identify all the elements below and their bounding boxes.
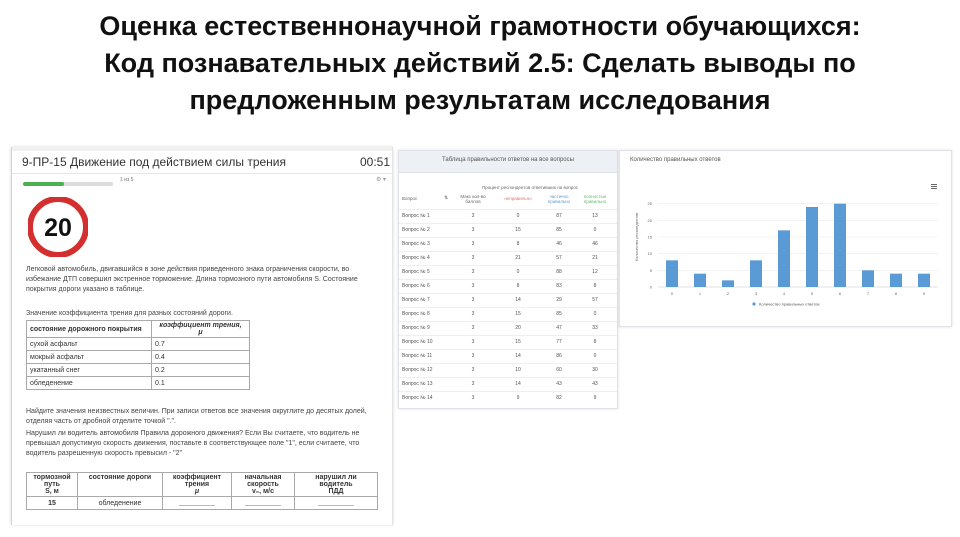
cell-max: 3 bbox=[471, 283, 475, 289]
cell-max: 3 bbox=[471, 227, 475, 233]
cell-max: 3 bbox=[471, 311, 475, 317]
answer-header-coef bbox=[163, 473, 232, 497]
table-row bbox=[399, 237, 617, 252]
bar bbox=[666, 260, 678, 287]
cell-partial: 60 bbox=[556, 367, 562, 373]
table-row bbox=[27, 364, 250, 377]
cell-max: 3 bbox=[471, 381, 475, 387]
friction-header-state: состояние дорожного покрытия bbox=[27, 321, 152, 338]
sort-icon[interactable]: ⇅ bbox=[444, 195, 449, 201]
task-title: 9-ПР-15 Движение под действием силы трения bbox=[22, 155, 287, 169]
y-tick-label: 25 bbox=[647, 201, 652, 207]
cell-max: 3 bbox=[471, 325, 475, 331]
cell-max: 3 bbox=[471, 339, 475, 345]
cell-correct: 8 bbox=[593, 339, 597, 345]
bar bbox=[694, 274, 706, 287]
table-row bbox=[27, 377, 250, 390]
settings-chevron-icon[interactable]: ⚙ ▾ bbox=[375, 177, 386, 183]
answer-header-violation-2: ПДД bbox=[328, 488, 344, 495]
cell-q: Вопрос № 1 bbox=[402, 213, 430, 219]
cell-max: 3 bbox=[471, 353, 475, 359]
y-tick-label: 10 bbox=[647, 251, 652, 257]
x-tick-label: 2 bbox=[726, 291, 730, 296]
answer-header-coef-2: трения bbox=[184, 481, 210, 488]
friction-value: 0.7 bbox=[152, 338, 250, 351]
y-tick-label: 5 bbox=[649, 267, 652, 273]
friction-header-coef bbox=[152, 321, 250, 338]
cell-correct: 57 bbox=[592, 297, 598, 303]
cell-max: 3 bbox=[471, 241, 475, 247]
cell-max: 3 bbox=[471, 269, 475, 275]
answer-header-violation-1: нарушил ли водитель bbox=[315, 474, 357, 488]
cell-wrong: 0 bbox=[516, 213, 520, 219]
bar bbox=[750, 260, 762, 287]
task-paragraph: Легковой автомобиль, двигавшийся в зоне действия приведенного знака ограничения скорости, во избежание ДТП совершил экстренное торможение. Длина тормозного пути автомобиля S. Состояние покрытия дороги указано в таблице. bbox=[26, 266, 358, 293]
friction-value: 0.1 bbox=[152, 377, 250, 390]
answer-header-path-1: тормозной bbox=[33, 474, 71, 481]
bar bbox=[722, 280, 734, 287]
friction-state: обледенение bbox=[27, 377, 152, 390]
y-tick-label: 20 bbox=[647, 217, 652, 223]
cell-max: 3 bbox=[471, 255, 475, 261]
answer-table bbox=[26, 472, 378, 510]
cell-wrong: 14 bbox=[515, 381, 521, 387]
cell-wrong: 15 bbox=[515, 227, 521, 233]
task-instructions: Найдите значения неизвестных величин. При записи ответов все значения округлите до десятых долей, отделяя часть от дробной отделите точкой ".". bbox=[26, 408, 367, 425]
cell-partial: 88 bbox=[556, 269, 562, 275]
cell-q: Вопрос № 14 bbox=[402, 395, 433, 401]
cell-q: Вопрос № 6 bbox=[402, 283, 430, 289]
task-progress-bar bbox=[23, 182, 113, 186]
bar bbox=[834, 204, 846, 287]
table-row bbox=[399, 223, 617, 238]
task-timer: 00:51 bbox=[359, 155, 390, 169]
cell-partial: 82 bbox=[556, 395, 562, 401]
cell-q: Вопрос № 7 bbox=[402, 297, 430, 303]
cell-partial: 86 bbox=[556, 353, 562, 359]
cell-correct: 46 bbox=[592, 241, 598, 247]
chart-title: Количество правильных ответов bbox=[630, 157, 721, 163]
cell-wrong: 8 bbox=[516, 283, 520, 289]
answer-header-path-2: путь bbox=[44, 481, 60, 488]
table-row bbox=[399, 335, 617, 350]
table-row bbox=[399, 265, 617, 280]
cell-wrong: 14 bbox=[515, 353, 521, 359]
friction-state: укатанный снег bbox=[27, 364, 152, 377]
violation-answer-input[interactable] bbox=[318, 499, 354, 506]
answer-header-road: состояние дороги bbox=[78, 473, 163, 497]
chart-panel bbox=[619, 150, 952, 327]
task-progress-row bbox=[12, 174, 392, 190]
cell-wrong: 8 bbox=[516, 241, 520, 247]
friction-state: мокрый асфальт bbox=[27, 351, 152, 364]
bar bbox=[918, 274, 930, 287]
results-table-title: Таблица правильности ответов на все вопросы bbox=[442, 157, 574, 163]
cell-partial: 47 bbox=[556, 325, 562, 331]
col-header-max: Макс кол-во баллов bbox=[460, 194, 486, 204]
x-tick-label: 0 bbox=[670, 291, 674, 296]
y-tick-label: 15 bbox=[647, 234, 652, 240]
x-tick-label: 3 bbox=[754, 291, 758, 296]
answer-header-speed bbox=[232, 473, 295, 497]
answer-speed-cell bbox=[232, 497, 295, 510]
task-progress-fill bbox=[23, 182, 64, 186]
table-row bbox=[399, 279, 617, 294]
table-row bbox=[399, 391, 617, 406]
cell-wrong: 20 bbox=[515, 325, 521, 331]
table-row bbox=[399, 349, 617, 364]
legend-label: Количество правильных ответов bbox=[759, 301, 820, 307]
speed-limit-sign-icon bbox=[28, 197, 88, 257]
cell-correct: 12 bbox=[592, 269, 598, 275]
answer-violation-cell bbox=[295, 497, 378, 510]
bar bbox=[778, 230, 790, 287]
cell-max: 3 bbox=[471, 213, 475, 219]
cell-wrong: 15 bbox=[515, 339, 521, 345]
table-row bbox=[399, 321, 617, 336]
friction-table bbox=[26, 320, 250, 390]
col-header-partial: частично правильно bbox=[547, 194, 571, 204]
cell-q: Вопрос № 5 bbox=[402, 269, 430, 275]
cell-wrong: 9 bbox=[516, 395, 520, 401]
cell-partial: 85 bbox=[556, 227, 562, 233]
x-tick-label: 9 bbox=[922, 291, 926, 296]
legend-marker bbox=[752, 302, 755, 305]
table-row bbox=[399, 377, 617, 392]
cell-correct: 0 bbox=[593, 227, 597, 233]
cell-q: Вопрос № 2 bbox=[402, 227, 430, 233]
cell-partial: 46 bbox=[556, 241, 562, 247]
task-progress-label: 1 из 5 bbox=[120, 177, 134, 183]
speed-limit-value: 20 bbox=[44, 214, 72, 242]
answer-header-speed-3: v₀, м/с bbox=[252, 488, 274, 495]
table-row bbox=[27, 351, 250, 364]
answer-path-value: 15 bbox=[27, 497, 78, 510]
cell-q: Вопрос № 13 bbox=[402, 381, 433, 387]
cell-correct: 43 bbox=[592, 381, 598, 387]
table-row bbox=[399, 307, 617, 322]
cell-q: Вопрос № 10 bbox=[402, 339, 433, 345]
cell-q: Вопрос № 11 bbox=[402, 353, 433, 359]
slide-title-line-3: предложенным результатам исследования bbox=[189, 85, 771, 115]
cell-wrong: 10 bbox=[515, 367, 521, 373]
hamburger-menu-icon[interactable] bbox=[931, 184, 937, 189]
col-header-question: Вопрос bbox=[402, 196, 418, 201]
cell-correct: 0 bbox=[593, 311, 597, 317]
task-question: Нарушил ли водитель автомобиля Правила дорожного движения? Если Вы считаете, что водитель не превышал допустимую скорость движения, поставьте в соответствующее поле "1", если считаете, что водитель разрешенную скорость превысил - "2" bbox=[26, 430, 360, 457]
col-header-correct: полностью правильно bbox=[583, 194, 607, 204]
table-row bbox=[399, 209, 617, 224]
cell-correct: 9 bbox=[593, 395, 597, 401]
x-tick-label: 6 bbox=[838, 291, 842, 296]
x-tick-label: 4 bbox=[782, 291, 786, 296]
friction-caption: Значение коэффициента трения для разных состояний дороги. bbox=[26, 310, 233, 317]
friction-value: 0.4 bbox=[152, 351, 250, 364]
cell-q: Вопрос № 4 bbox=[402, 255, 430, 261]
bar bbox=[890, 274, 902, 287]
cell-partial: 87 bbox=[556, 213, 562, 219]
cell-partial: 57 bbox=[556, 255, 562, 261]
bar bbox=[806, 207, 818, 287]
bar-chart bbox=[620, 151, 951, 326]
answer-header-speed-2: скорость bbox=[247, 481, 279, 488]
cell-partial: 83 bbox=[556, 283, 562, 289]
table-row bbox=[399, 293, 617, 308]
y-axis-label: Количество респондентов bbox=[634, 212, 639, 262]
x-tick-label: 7 bbox=[866, 291, 870, 296]
results-table-panel bbox=[398, 150, 618, 409]
cell-partial: 85 bbox=[556, 311, 562, 317]
cell-correct: 8 bbox=[593, 283, 597, 289]
cell-wrong: 15 bbox=[515, 311, 521, 317]
slide-title bbox=[0, 8, 960, 119]
cell-correct: 30 bbox=[592, 367, 598, 373]
table-row bbox=[399, 251, 617, 266]
answer-header-coef-3: μ bbox=[194, 488, 200, 495]
table-row bbox=[27, 338, 250, 351]
x-tick-label: 8 bbox=[894, 291, 898, 296]
slide-title-line-2: Код познавательных действий 2.5: Сделать выводы по bbox=[104, 48, 856, 78]
x-tick-label: 1 bbox=[698, 291, 702, 296]
cell-wrong: 0 bbox=[516, 269, 520, 275]
cell-correct: 21 bbox=[592, 255, 598, 261]
coef-answer-input[interactable] bbox=[179, 499, 215, 506]
answer-header-path bbox=[27, 473, 78, 497]
friction-header-coef-label: коэффициент трения, bbox=[159, 322, 242, 329]
friction-value: 0.2 bbox=[152, 364, 250, 377]
table-row bbox=[399, 363, 617, 378]
cell-max: 3 bbox=[471, 395, 475, 401]
cell-q: Вопрос № 8 bbox=[402, 311, 430, 317]
x-tick-label: 5 bbox=[810, 291, 814, 296]
task-panel bbox=[11, 147, 393, 525]
task-header bbox=[12, 151, 392, 174]
cell-correct: 0 bbox=[593, 353, 597, 359]
bar bbox=[862, 270, 874, 287]
cell-partial: 43 bbox=[556, 381, 562, 387]
cell-wrong: 21 bbox=[515, 255, 521, 261]
cell-correct: 33 bbox=[592, 325, 598, 331]
answer-header-speed-1: начальная bbox=[244, 474, 282, 481]
cell-q: Вопрос № 3 bbox=[402, 241, 430, 247]
friction-header-coef-symbol: μ bbox=[198, 329, 203, 336]
speed-answer-input[interactable] bbox=[245, 499, 281, 506]
answer-road-value: обледенение bbox=[78, 497, 163, 510]
results-table-header bbox=[399, 151, 617, 173]
results-table-subtitle: Процент респондентов ответивших на вопрос bbox=[482, 185, 579, 190]
cell-wrong: 14 bbox=[515, 297, 521, 303]
cell-max: 3 bbox=[471, 367, 475, 373]
answer-header-path-3: S, м bbox=[45, 488, 59, 495]
col-header-wrong: неправильно bbox=[504, 196, 532, 201]
cell-partial: 29 bbox=[556, 297, 562, 303]
cell-max: 3 bbox=[471, 297, 475, 303]
cell-q: Вопрос № 12 bbox=[402, 367, 433, 373]
cell-partial: 77 bbox=[556, 339, 562, 345]
slide-title-line-1: Оценка естественнонаучной грамотности обучающихся: bbox=[99, 11, 861, 41]
y-tick-label: 0 bbox=[649, 284, 652, 290]
answer-header-violation bbox=[295, 473, 378, 497]
cell-q: Вопрос № 9 bbox=[402, 325, 430, 331]
cell-correct: 13 bbox=[592, 213, 598, 219]
table-row bbox=[27, 497, 378, 510]
answer-header-coef-1: коэффициент bbox=[172, 474, 222, 481]
friction-state: сухой асфальт bbox=[27, 338, 152, 351]
answer-coef-cell bbox=[163, 497, 232, 510]
